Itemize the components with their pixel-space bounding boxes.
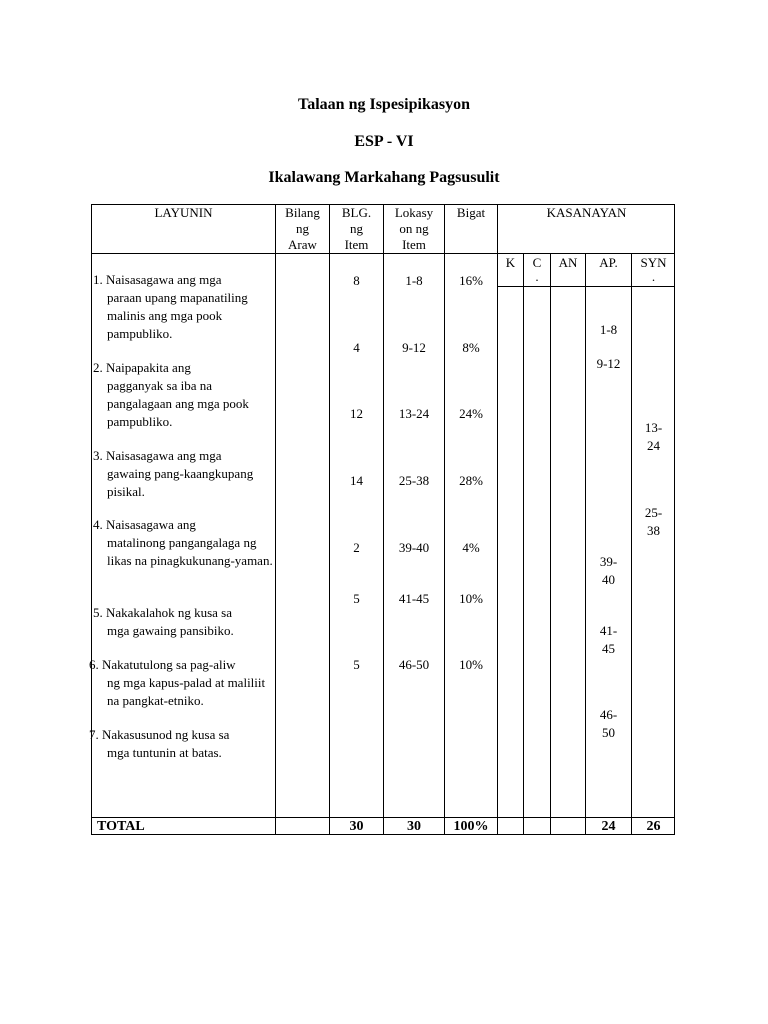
- bigat-cell: 16%: [459, 273, 483, 288]
- bigat-cell: 8%: [462, 340, 480, 355]
- total-ap: 24: [601, 819, 616, 834]
- ap-entry: 39-: [599, 554, 618, 569]
- syn-entry: 24: [647, 438, 660, 453]
- objective-item: [93, 359, 275, 431]
- objective-text-rest: paraan upang mapanatiling malinis ang mga pook pampubliko.: [107, 290, 248, 341]
- blg-cell: 2: [353, 540, 360, 555]
- blg-cell: 5: [353, 657, 360, 672]
- total-blg: 30: [349, 819, 364, 834]
- objective-text-first: 1. Naisasagawa ang mga: [93, 272, 222, 287]
- ap-entry: 1-8: [599, 322, 618, 337]
- column-divider: [275, 204, 276, 835]
- objective-text-first: 7. Nakasusunod ng kusa sa: [89, 727, 230, 742]
- blg-cell: 12: [350, 406, 363, 421]
- header-kasanayan: KASANAYAN: [546, 205, 627, 220]
- header-bigat: Bigat: [456, 205, 486, 220]
- lokasyon-cell: 25-38: [398, 473, 430, 488]
- objective-text-first: 4. Naisasagawa ang: [93, 517, 196, 532]
- ap-entry: 9-12: [596, 356, 621, 371]
- document-title: Talaan ng Ispesipikasyon: [298, 96, 470, 113]
- ap-entry: 46-: [599, 707, 618, 722]
- column-divider: [550, 254, 551, 835]
- column-divider: [329, 204, 330, 835]
- objective-item: [93, 271, 275, 343]
- bigat-cell: 28%: [459, 473, 483, 488]
- header-bilang-line3: Araw: [288, 237, 317, 252]
- ap-entry: 45: [602, 641, 615, 656]
- lokasyon-cell: 9-12: [402, 340, 426, 355]
- header-bilang-line2: ng: [296, 221, 309, 236]
- bigat-cell: 10%: [459, 591, 483, 606]
- total-lokasyon: 30: [407, 819, 421, 834]
- header-lokasyon-line2: on ng: [399, 221, 429, 236]
- objective-text-rest: ng mga kapus-palad at maliliit na pangkat-etniko.: [107, 675, 266, 708]
- ap-entry: 40: [602, 572, 615, 587]
- syn-entry: 13-: [644, 420, 663, 435]
- objective-item: [93, 516, 275, 570]
- lokasyon-cell: 13-24: [398, 406, 430, 421]
- total-bigat: 100%: [453, 819, 489, 834]
- objective-text-first: 5. Nakakalahok ng kusa sa: [93, 605, 232, 620]
- blg-cell: 8: [353, 273, 360, 288]
- header-c-line1: C: [532, 255, 542, 270]
- lokasyon-cell: 41-45: [398, 591, 430, 606]
- syn-entry: 25-: [644, 505, 663, 520]
- column-divider: [497, 204, 498, 835]
- header-lokasyon-line1: Lokasy: [394, 205, 434, 220]
- objective-item: [89, 726, 271, 762]
- document-subject: ESP - VI: [354, 133, 414, 150]
- ap-entry: 50: [602, 725, 615, 740]
- lokasyon-cell: 39-40: [398, 540, 430, 555]
- header-blg-line1: BLG.: [341, 205, 372, 220]
- header-bilang-line1: Bilang: [285, 205, 320, 220]
- column-divider: [523, 254, 524, 835]
- total-syn: 26: [646, 819, 661, 834]
- header-syn-line1: SYN: [640, 255, 667, 270]
- header-layunin: LAYUNIN: [154, 205, 213, 220]
- lokasyon-cell: 46-50: [398, 657, 430, 672]
- header-blg-line3: Item: [344, 237, 369, 252]
- blg-cell: 14: [350, 473, 363, 488]
- objective-text-rest: mga gawaing pansibiko.: [107, 623, 234, 638]
- lokasyon-cell: 1-8: [405, 273, 423, 288]
- ap-entry: 41-: [599, 623, 618, 638]
- objective-text-first: 6. Nakatutulong sa pag-aliw: [89, 657, 236, 672]
- header-k: K: [505, 255, 516, 270]
- objective-text-rest: mga tuntunin at batas.: [107, 745, 222, 760]
- column-divider: [444, 204, 445, 835]
- column-divider: [383, 204, 384, 835]
- header-ap: AP.: [599, 255, 618, 270]
- header-syn-line2: .: [651, 269, 656, 284]
- blg-cell: 4: [353, 340, 360, 355]
- objective-text-rest: matalinong pangangalaga ng likas na pinagkukunang-yaman.: [107, 535, 273, 568]
- objective-item: [89, 656, 271, 710]
- document-subtitle: Ikalawang Markahang Pagsusulit: [268, 169, 500, 186]
- bigat-cell: 24%: [459, 406, 483, 421]
- objective-item: [93, 447, 275, 501]
- objective-text-first: 3. Naisasagawa ang mga: [93, 448, 222, 463]
- column-divider: [585, 254, 586, 835]
- column-divider: [631, 254, 632, 835]
- header-c-line2: .: [535, 269, 539, 284]
- header-lokasyon-line3: Item: [402, 237, 426, 252]
- objective-text-first: 2. Naipapakita ang: [93, 360, 191, 375]
- objective-text-rest: gawaing pang-kaangkupang pisikal.: [107, 466, 254, 499]
- blg-cell: 5: [353, 591, 360, 606]
- header-blg-line2: ng: [350, 221, 363, 236]
- objective-item: [93, 604, 275, 640]
- header-an: AN: [558, 255, 578, 270]
- header-row-divider: [91, 253, 675, 254]
- total-label: TOTAL: [97, 819, 145, 834]
- syn-entry: 38: [647, 523, 660, 538]
- objective-text-rest: pagganyak sa iba na pangalagaan ang mga pook pampubliko.: [107, 378, 249, 429]
- subheader-row-divider: [497, 286, 675, 287]
- bigat-cell: 10%: [459, 657, 483, 672]
- bigat-cell: 4%: [462, 540, 480, 555]
